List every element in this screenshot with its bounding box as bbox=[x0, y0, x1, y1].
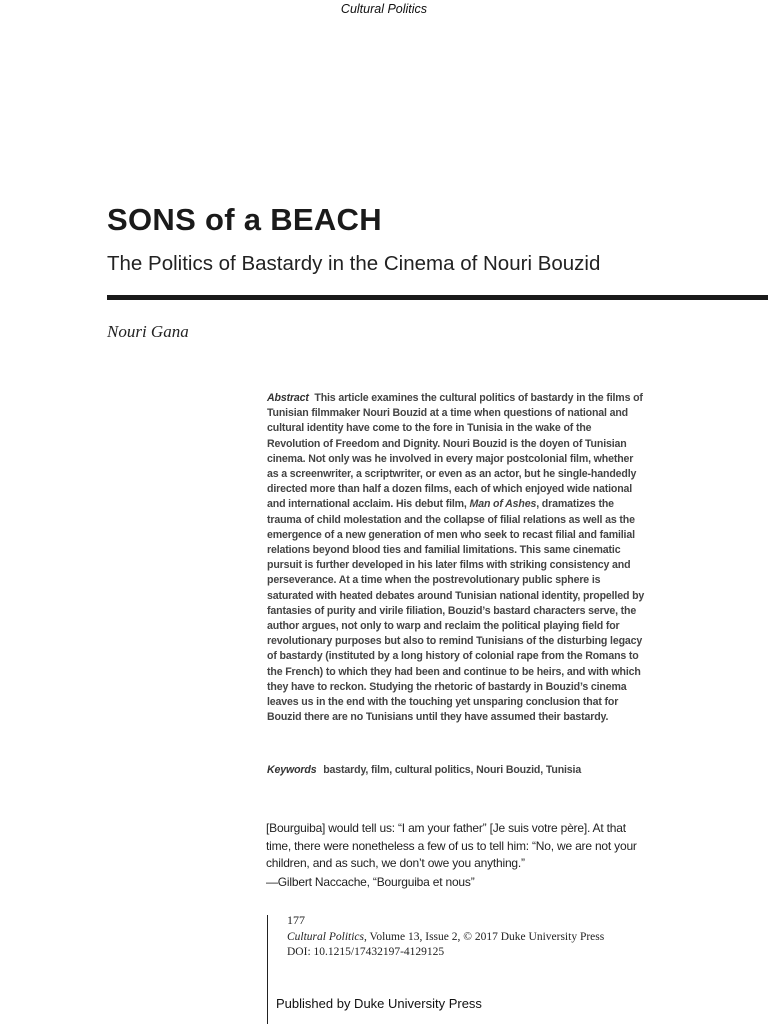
keywords-label: Keywords bbox=[267, 764, 317, 776]
page-number: 177 bbox=[287, 913, 305, 927]
journal-name: Cultural Politics bbox=[287, 931, 364, 943]
doi: DOI: 10.1215/17432197-4129125 bbox=[287, 946, 445, 958]
title-rule bbox=[107, 295, 768, 300]
running-head: Cultural Politics bbox=[340, 2, 428, 16]
author-name: Nouri Gana bbox=[107, 322, 189, 341]
article-subtitle: The Politics of Bastardy in the Cinema of Nouri Bouzid bbox=[107, 252, 601, 275]
journal-citation bbox=[287, 931, 604, 943]
abstract bbox=[267, 391, 645, 725]
footer-vertical-rule bbox=[267, 915, 268, 1024]
article-title: SONS of a BEACH bbox=[107, 202, 382, 237]
abstract-film-title: Man of Ashes bbox=[469, 498, 537, 511]
keywords-text: bastardy, film, cultural politics, Nouri Bouzid, Tunisia bbox=[323, 764, 582, 776]
keywords bbox=[267, 763, 645, 778]
epigraph-source: —Gilbert Naccache, “Bourguiba et nous” bbox=[266, 875, 475, 889]
abstract-text-part1: This article examines the cultural politics of bastardy in the films of Tunisian filmmaker Nouri Bouzid at a time when questions of national and cultural identity have come to the fore in Tunisia in the wake of the Revolution of Freedom and Dignity. Nouri Bouzid is the doyen of Tunisian cinema. Not only was he involved in every major postcolonial film, whether as a screenwriter, a scriptwriter, or even as an actor, but he single-handedly directed more than half a dozen films, each of which enjoyed wide national and international acclaim. His debut film, bbox=[267, 392, 643, 511]
citation-details: , Volume 13, Issue 2, © 2017 Duke University Press bbox=[364, 931, 605, 943]
publisher-line: Published by Duke University Press bbox=[276, 996, 482, 1011]
epigraph-quote: [Bourguiba] would tell us: “I am your father” [Je suis votre père]. At that time, there were nonetheless a few of us to tell him: “No, we are not your children, and as such, we don’t owe you anything.” bbox=[266, 821, 637, 870]
abstract-label: Abstract bbox=[267, 392, 309, 404]
abstract-text-part2: , dramatizes the trauma of child molestation and the collapse of filial relations as well as the emergence of a new generation of men who seek to recast filial and familial relations beyond blood ties and familial limitations. This same cinematic pursuit is further developed in his later films with striking consistency and perseverance. At a time when the postrevolutionary public sphere is saturated with heated debates around Tunisian national identity, propelled by fantasies of purity and virile filiation, Bouzid’s bastard characters serve, the author argues, not only to warp and reclaim the political playing field for revolutionary purposes but also to remind Tunisians of the disturbing legacy of bastardy (instituted by a long history of colonial rape from the Romans to the French) to which they had been and continue to be heirs, and with which they have to reckon. Studying the rhetoric of bastardy in Bouzid’s cinema leaves us in the end with the touching yet unsparing conclusion that for Bouzid there are no Tunisians until they have assumed their bastardy. bbox=[267, 498, 645, 724]
